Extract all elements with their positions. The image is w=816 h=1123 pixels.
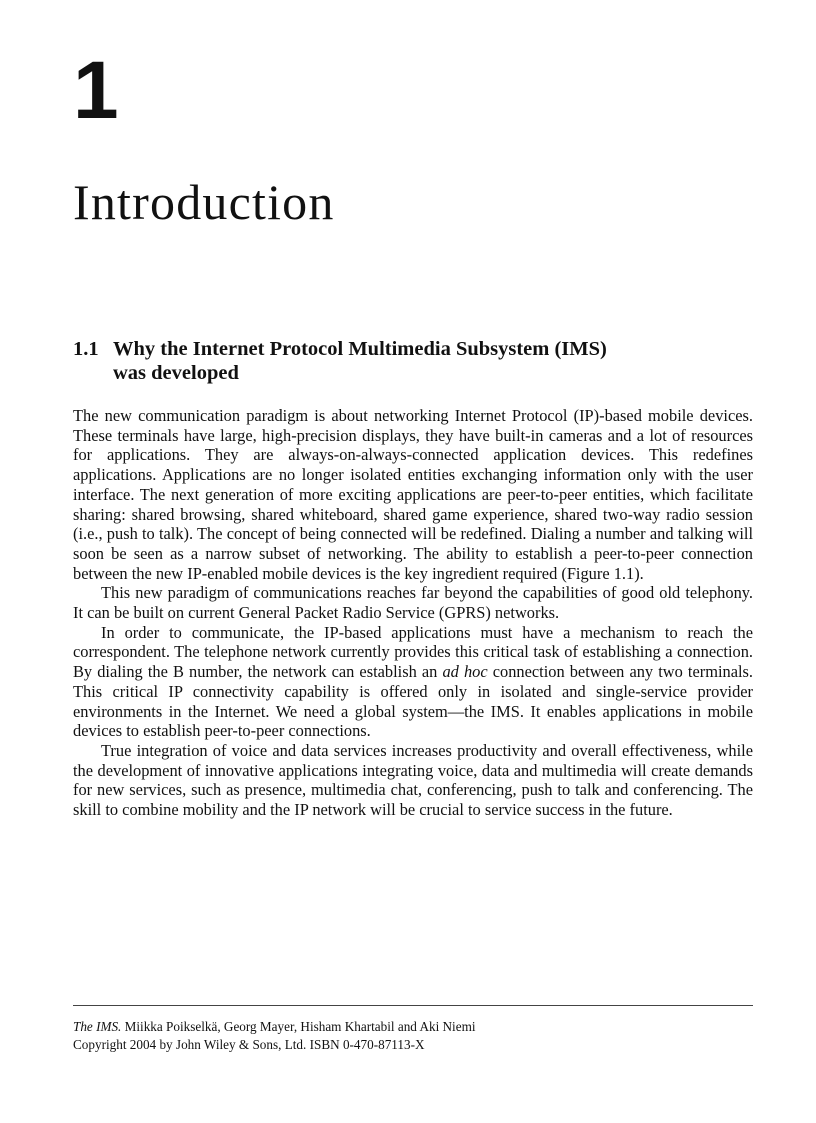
section-heading [73, 337, 753, 385]
body-text [73, 406, 753, 820]
footer-divider [73, 1005, 753, 1006]
footer-copyright: Copyright 2004 by John Wiley & Sons, Ltd. ISBN 0-470-87113-X [73, 1037, 425, 1052]
paragraph-3-end: connection between any two terminals. This critical IP connectivity capability is offered only in isolated and single-service provider environments in the Internet. We need a global system—the IMS. It enables applications in mobile devices to establish peer-to-peer connections. [73, 662, 753, 741]
paragraph-1: The new communication paradigm is about networking Internet Protocol (IP)-based mobile devices. These terminals have large, high-precision displays, they have built-in cameras and a lot of resources for applications. They are always-on-always-connected application devices. This redefines applications. Applications are no longer isolated entities exchanging information only with the user interface. The next generation of more exciting applications are peer-to-peer entities, which facilitate sharing: shared browsing, shared whiteboard, shared game experience, shared two-way radio session (i.e., push to talk). The concept of being connected will be redefined. Dialing a number and talking will soon be seen as a narrow subset of networking. The ability to establish a peer-to-peer connection between the new IP-enabled mobile devices is the key ingredient required (Figure 1.1). [73, 406, 753, 583]
chapter-title: Introduction [73, 174, 335, 230]
section-title-line2: was developed [113, 362, 239, 384]
chapter-number: 1 [73, 45, 117, 136]
paragraph-3-italic: ad hoc [442, 662, 488, 682]
section-number: 1.1 [73, 338, 99, 360]
footer-authors: Miikka Poikselkä, Georg Mayer, Hisham Khartabil and Aki Niemi [121, 1019, 476, 1034]
footer-citation [73, 1018, 753, 1036]
paragraph-3-start: In order to communicate, the IP-based applications must have a mechanism to reach the correspondent. The telephone network currently provides this critical task of establishing a connection. By dialing the B number, the network can establish an [73, 622, 753, 682]
footer [73, 1018, 753, 1054]
section-title-line1: Why the Internet Protocol Multimedia Subsystem (IMS) [113, 338, 607, 360]
paragraph-3 [73, 623, 753, 741]
paragraph-4: True integration of voice and data services increases productivity and overall effectiveness, while the development of innovative applications integrating voice, data and multimedia will create demands for new services, such as presence, multimedia chat, conferencing, push to talk and conferencing. The skill to combine mobility and the IP network will be crucial to service success in the future. [73, 740, 753, 820]
footer-book-title: The IMS. [73, 1019, 122, 1034]
paragraph-2: This new paradigm of communications reaches far beyond the capabilities of good old telephony. It can be built on current General Packet Radio Service (GPRS) networks. [73, 583, 753, 623]
